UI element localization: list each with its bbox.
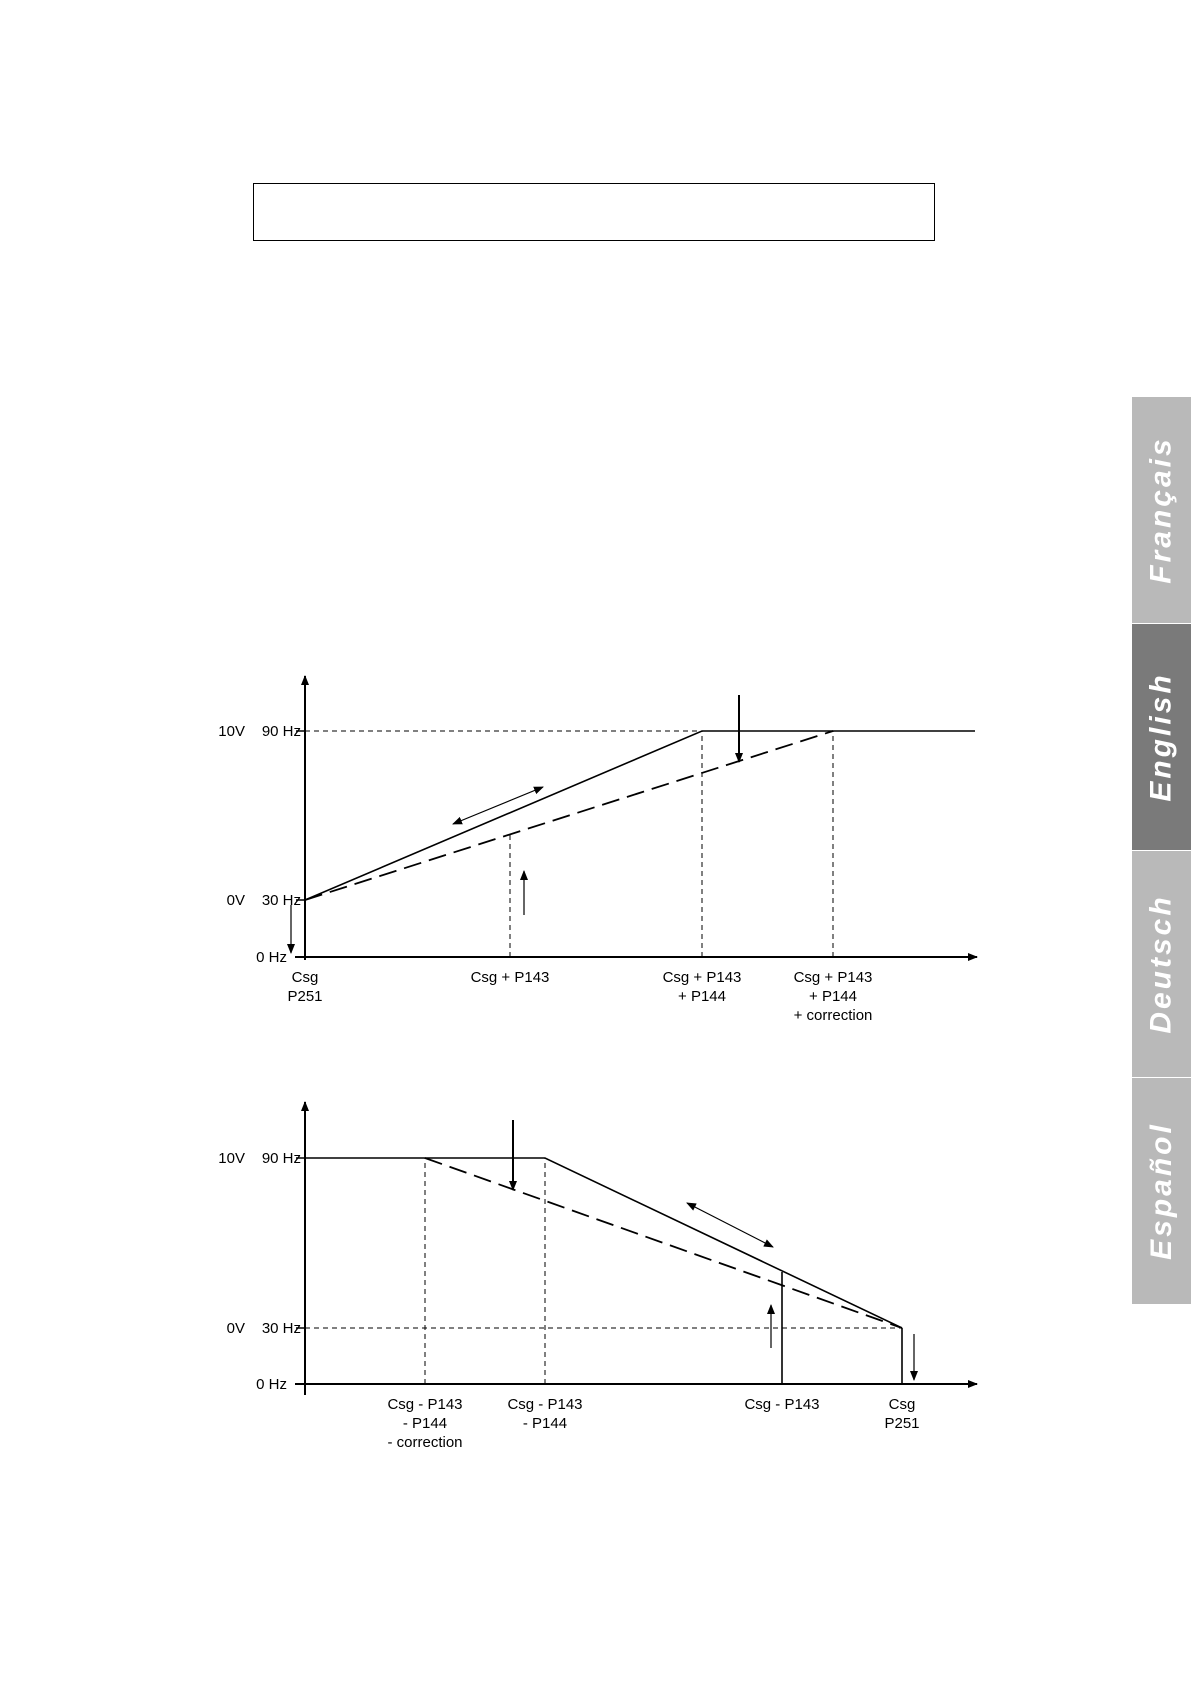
label-0v: 0V	[226, 1320, 245, 1337]
label-30hz: 30 Hz	[261, 892, 301, 909]
ramp-dashed	[425, 1158, 902, 1328]
xlabel-csg-p143-p144: Csg + P143 + P144	[662, 969, 742, 1005]
label-10v: 10V	[218, 723, 245, 740]
label-30hz: 30 Hz	[261, 1320, 301, 1337]
diagram-increasing	[0, 660, 1000, 1040]
tab-deutsch[interactable]	[1132, 851, 1191, 1077]
ramp-solid	[305, 731, 975, 900]
xlabel-csg-p143-p144: Csg - P143 - P144	[507, 1396, 583, 1432]
language-tabs	[1132, 397, 1191, 1305]
label-90hz: 90 Hz	[261, 723, 301, 740]
double-arrow	[687, 1203, 773, 1247]
xlabel-csg: Csg P251	[287, 969, 323, 1005]
tab-francais-label: Français	[1144, 436, 1178, 584]
label-0hz: 0 Hz	[256, 1376, 287, 1393]
xlabel-csg-p143: Csg + P143	[470, 969, 550, 986]
tab-english-label: English	[1144, 672, 1178, 802]
xlabel-correction: Csg - P143 - P144 - correction	[387, 1396, 463, 1451]
tab-english[interactable]	[1132, 624, 1191, 850]
ramp-solid	[305, 1158, 902, 1328]
ramp-dashed	[305, 731, 833, 900]
title-box	[253, 183, 935, 241]
xlabel-csg-p143: Csg - P143	[744, 1396, 820, 1413]
xlabel-csg: Csg P251	[884, 1396, 920, 1432]
tab-francais[interactable]	[1132, 397, 1191, 623]
tab-espanol[interactable]	[1132, 1078, 1191, 1304]
label-10v: 10V	[218, 1150, 245, 1167]
label-0hz: 0 Hz	[256, 949, 287, 966]
label-90hz: 90 Hz	[261, 1150, 301, 1167]
diagram-decreasing	[0, 1086, 1000, 1466]
label-0v: 0V	[226, 892, 245, 909]
tab-espanol-label: Español	[1144, 1122, 1178, 1260]
xlabel-correction: Csg + P143 + P144 + correction	[793, 969, 873, 1024]
tab-deutsch-label: Deutsch	[1144, 894, 1178, 1034]
